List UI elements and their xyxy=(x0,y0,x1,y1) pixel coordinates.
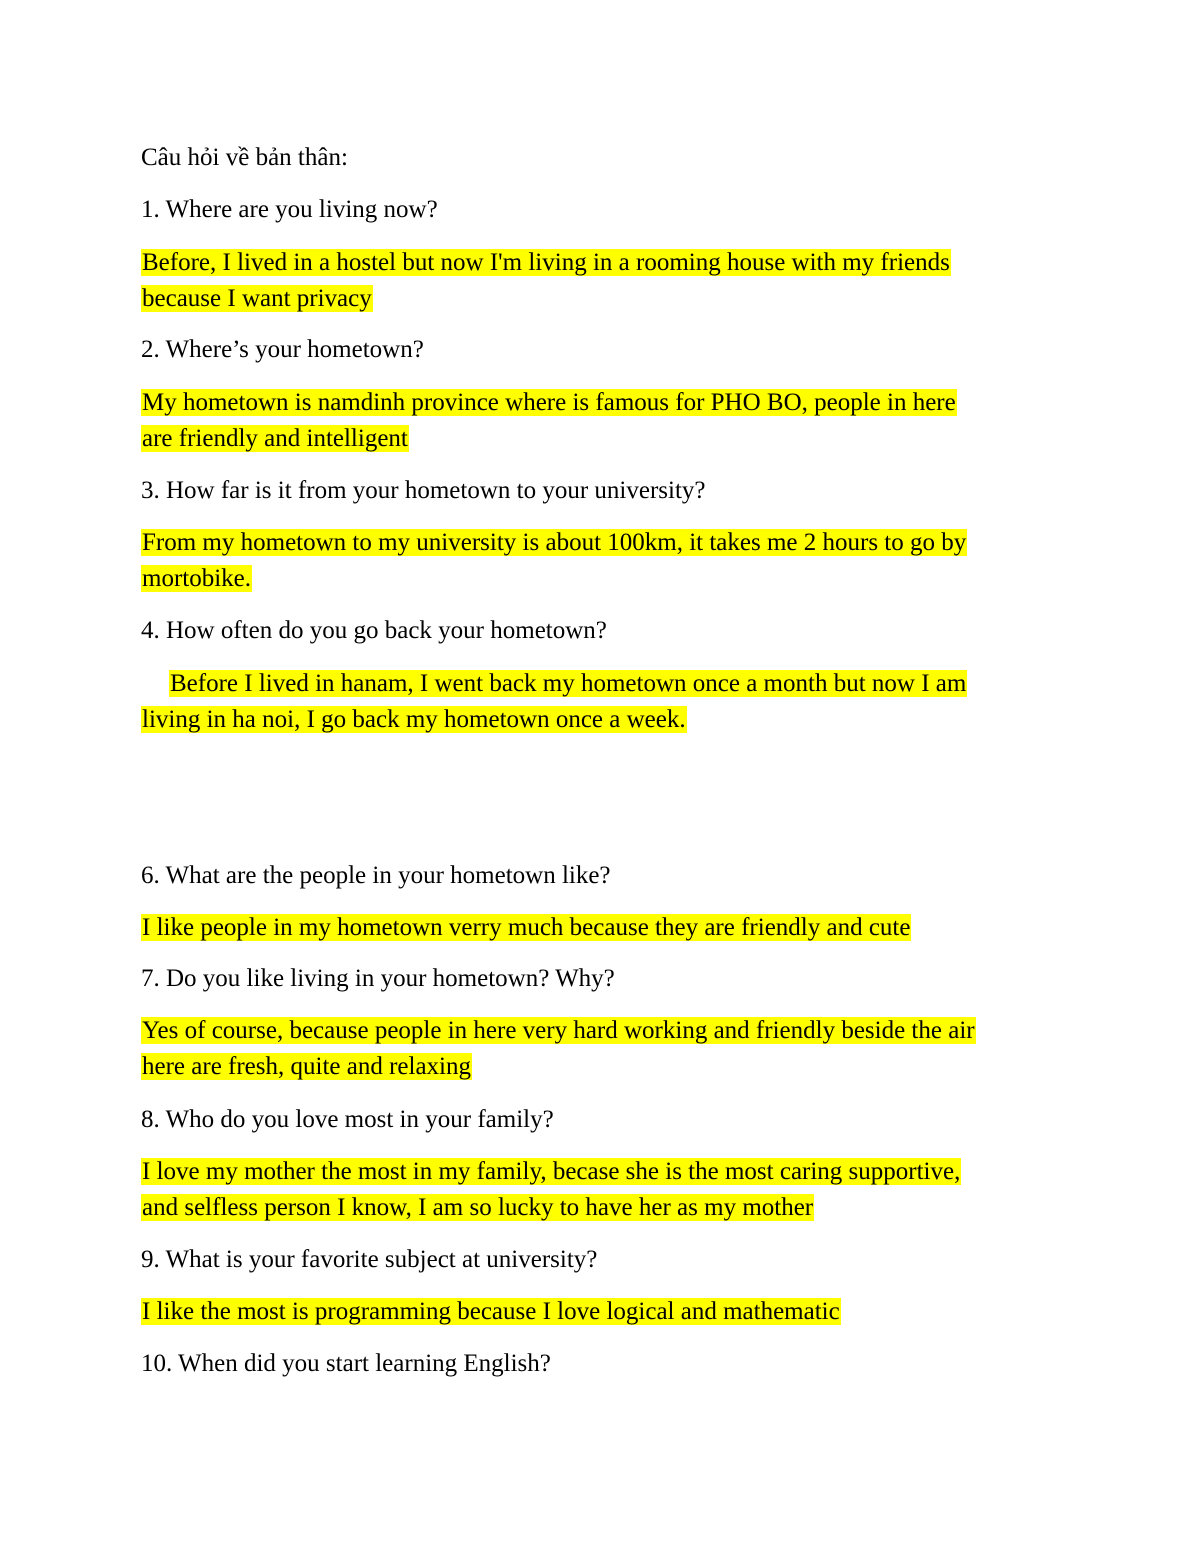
question-9: 9. What is your favorite subject at university? xyxy=(141,1246,598,1273)
question-1: 1. Where are you living now? xyxy=(141,196,438,223)
answer-9-line-1: I like the most is programming because I love logical and mathematic xyxy=(142,1298,840,1325)
answer-4-line-1: Before I lived in hanam, I went back my hometown once a month but now I am xyxy=(170,670,967,697)
answer-7-line-1: Yes of course, because people in here very hard working and friendly beside the air xyxy=(142,1017,975,1044)
answer-8-line-2: and selfless person I know, I am so lucky to have her as my mother xyxy=(142,1194,814,1221)
answer-2-line-2: are friendly and intelligent xyxy=(142,425,408,452)
answer-7-line-2: here are fresh, quite and relaxing xyxy=(142,1053,472,1080)
question-4: 4. How often do you go back your hometown? xyxy=(141,617,607,644)
answer-2-line-1: My hometown is namdinh province where is famous for PHO BO, people in here xyxy=(142,389,956,416)
document-heading: Câu hỏi về bản thân: xyxy=(141,144,348,171)
answer-8-line-1: I love my mother the most in my family, becase she is the most caring supportive, xyxy=(142,1158,961,1185)
answer-4-line-2: living in ha noi, I go back my hometown once a week. xyxy=(142,706,686,733)
answer-3-line-1: From my hometown to my university is about 100km, it takes me 2 hours to go by xyxy=(142,529,967,556)
answer-6-line-1: I like people in my hometown verry much because they are friendly and cute xyxy=(142,914,911,941)
answer-1-line-1: Before, I lived in a hostel but now I'm living in a rooming house with my friends xyxy=(142,249,950,276)
question-3: 3. How far is it from your hometown to your university? xyxy=(141,477,706,504)
question-7: 7. Do you like living in your hometown? Why? xyxy=(141,965,615,992)
question-8: 8. Who do you love most in your family? xyxy=(141,1106,554,1133)
question-2: 2. Where’s your hometown? xyxy=(141,336,424,363)
question-10: 10. When did you start learning English? xyxy=(141,1350,551,1377)
answer-3-line-2: mortobike. xyxy=(142,565,252,592)
question-6: 6. What are the people in your hometown like? xyxy=(141,862,611,889)
answer-1-line-2: because I want privacy xyxy=(142,285,372,312)
